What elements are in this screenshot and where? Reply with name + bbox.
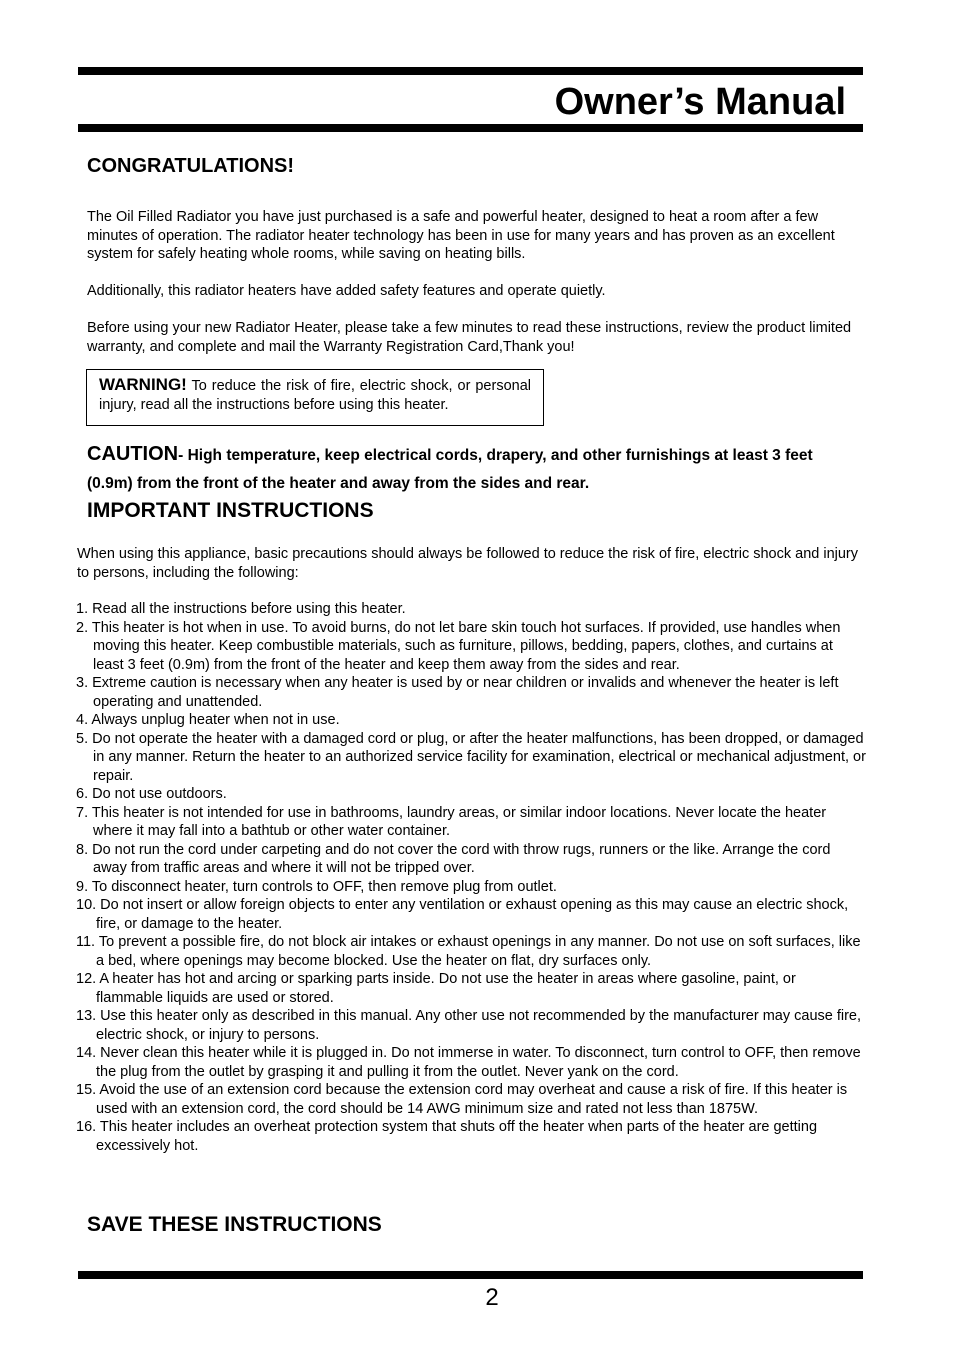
list-item: 15. Avoid the use of an extension cord because the extension cord may overheat and cause a risk of fire. If this heater is used with an extension cord, the cord should be 14 AWG minimum size and rated not less than 1875W. [76, 1082, 848, 1117]
important-intro: When using this appliance, basic precautions should always be followed to reduce the risk of fire, electric shock and injury to persons, including the following: [77, 546, 858, 581]
page-number: 2 [485, 1284, 499, 1311]
list-item: 9. To disconnect heater, turn controls to OFF, then remove plug from outlet. [76, 878, 557, 895]
footer-rule [78, 1271, 863, 1279]
list-item: 12. A heater has hot and arcing or sparking parts inside. Do not use the heater in areas where gasoline, paint, or flammable liquids are used or stored. [76, 971, 796, 1006]
intro-paragraph-2: Additionally, this radiator heaters have added safety features and operate quietly. [87, 283, 606, 299]
list-item: 2. This heater is hot when in use. To avoid burns, do not let bare skin touch hot surfaces. If provided, use handles when moving this heater. Keep combustible materials, such as furniture, pillows, bedding, papers, clothes, and curtains at least 3 feet (0.9m) from the front of the heater and keep them away from the sides and rear. [76, 619, 841, 673]
list-item: 6. Do not use outdoors. [76, 786, 227, 802]
warning-text: To reduce the risk of fire, electric shock, or personal injury, read all the instructions before using this heater. [99, 378, 531, 413]
page-title: Owner’s Manual [554, 81, 846, 123]
list-item: 14. Never clean this heater while it is plugged in. Do not immerse in water. To disconnect, turn control to OFF, then remove the plug from the outlet by grasping it and pulling it from the outlet. Never yank on the cord. [76, 1045, 861, 1080]
list-item: 5. Do not operate the heater with a damaged cord or plug, or after the heater malfunctions, has been dropped, or damaged in any manner. Return the heater to an authorized service facility for examination, electrical or mechanical adjustment, or repair. [76, 730, 866, 784]
important-instructions-heading: IMPORTANT INSTRUCTIONS [87, 499, 374, 522]
intro-paragraph-1: The Oil Filled Radiator you have just purchased is a safe and powerful heater, designed to heat a room after a few minutes of operation. The radiator heater technology has been in use for many years and has proven as an excellent system for safely heating whole rooms, while saving on heating bills. [87, 209, 835, 262]
caution-label: CAUTION [87, 443, 179, 465]
header-rule-bottom [78, 124, 863, 132]
caution-notice [87, 440, 862, 498]
intro-paragraph-3: Before using your new Radiator Heater, please take a few minutes to read these instructions, review the product limited warranty, and complete and mail the Warranty Registration Card,Thank you! [87, 320, 852, 355]
list-item: 1. Read all the instructions before using this heater. [76, 601, 406, 617]
caution-text: - High temperature, keep electrical cords, drapery, and other furnishings at least 3 feet (0.9m) from the front of the heater and away from the sides and rear. [87, 447, 813, 492]
list-item: 3. Extreme caution is necessary when any heater is used by or near children or invalids and whenever the heater is left operating and unattended. [76, 675, 839, 710]
instructions-list [76, 600, 866, 1155]
list-item: 8. Do not run the cord under carpeting and do not cover the cord with throw rugs, runners or the like. Arrange the cord away from traffic areas and where it will not be tripped over. [76, 841, 831, 876]
warning-label: WARNING! [99, 375, 187, 394]
congratulations-heading: CONGRATULATIONS! [87, 155, 295, 177]
list-item: 4. Always unplug heater when not in use. [76, 712, 340, 728]
warning-box [86, 369, 544, 426]
save-instructions-heading: SAVE THESE INSTRUCTIONS [87, 1213, 382, 1236]
list-item: 13. Use this heater only as described in this manual. Any other use not recommended by the manufacturer may cause fire, electric shock, or injury to persons. [76, 1008, 862, 1043]
list-item: 10. Do not insert or allow foreign objects to enter any ventilation or exhaust opening as this may cause an electric shock, fire, or damage to the heater. [76, 897, 849, 932]
header-rule-top [78, 67, 863, 75]
list-item: 11. To prevent a possible fire, do not block air intakes or exhaust openings in any manner. Do not use on soft surfaces, like a bed, where openings may become blocked. Use the heater on flat, dry surfaces only. [76, 934, 861, 969]
list-item: 7. This heater is not intended for use in bathrooms, laundry areas, or similar indoor locations. Never locate the heater where it may fall into a bathtub or other water container. [76, 804, 827, 839]
list-item: 16. This heater includes an overheat protection system that shuts off the heater when parts of the heater are getting excessively hot. [76, 1119, 818, 1154]
